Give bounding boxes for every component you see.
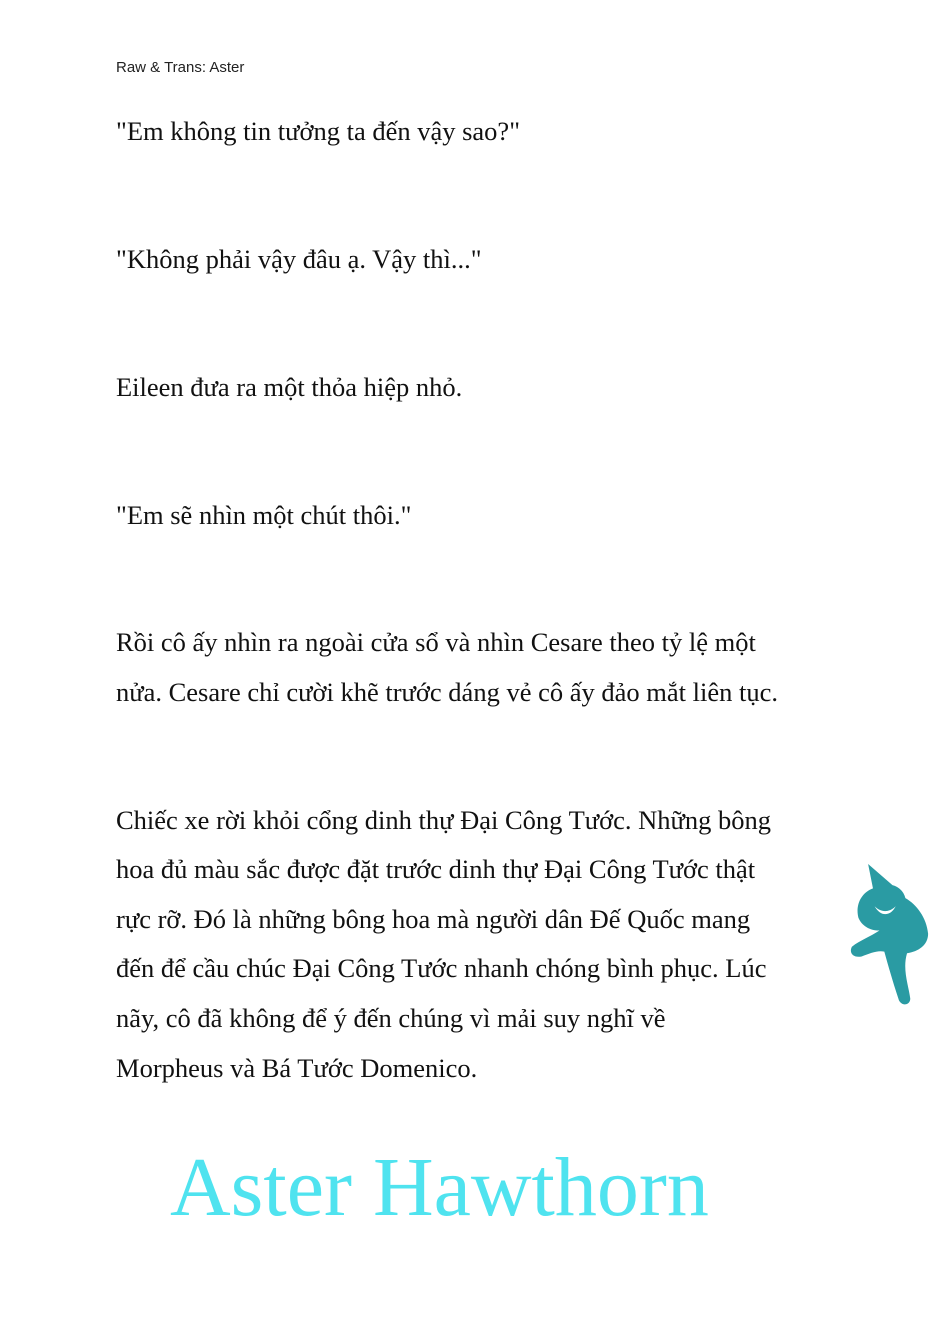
text-line: rực rỡ. Đó là những bông hoa mà người dân Đế Quốc mang — [116, 904, 751, 934]
text-line: Chiếc xe rời khỏi cổng dinh thự Đại Công Tước. Những bông — [116, 805, 772, 835]
text-line: hoa đủ màu sắc được đặt trước dinh thự Đại Công Tước thật — [116, 854, 756, 884]
text-line: "Em không tin tưởng ta đến vậy sao?" — [116, 116, 521, 146]
text-line: nãy, cô đã không để ý đến chúng vì mải suy nghĩ về — [116, 1003, 666, 1033]
text-line: "Em sẽ nhìn một chút thôi." — [116, 500, 412, 530]
page-header: Raw & Trans: Aster — [116, 59, 245, 76]
watermark-text: Aster Hawthorn — [170, 1141, 709, 1234]
text-line: "Không phải vậy đâu ạ. Vậy thì..." — [116, 244, 482, 274]
text-line: nửa. Cesare chỉ cười khẽ trước dáng vẻ cô ấy đảo mắt liên tục. — [116, 677, 778, 707]
text-line: Rồi cô ấy nhìn ra ngoài cửa sổ và nhìn Cesare theo tỷ lệ một — [116, 627, 756, 657]
text-line: đến để cầu chúc Đại Công Tước nhanh chóng bình phục. Lúc — [116, 953, 767, 983]
cat-silhouette-icon — [838, 860, 942, 1010]
text-line: Morpheus và Bá Tước Domenico. — [116, 1053, 478, 1083]
text-line: Eileen đưa ra một thỏa hiệp nhỏ. — [116, 372, 463, 402]
